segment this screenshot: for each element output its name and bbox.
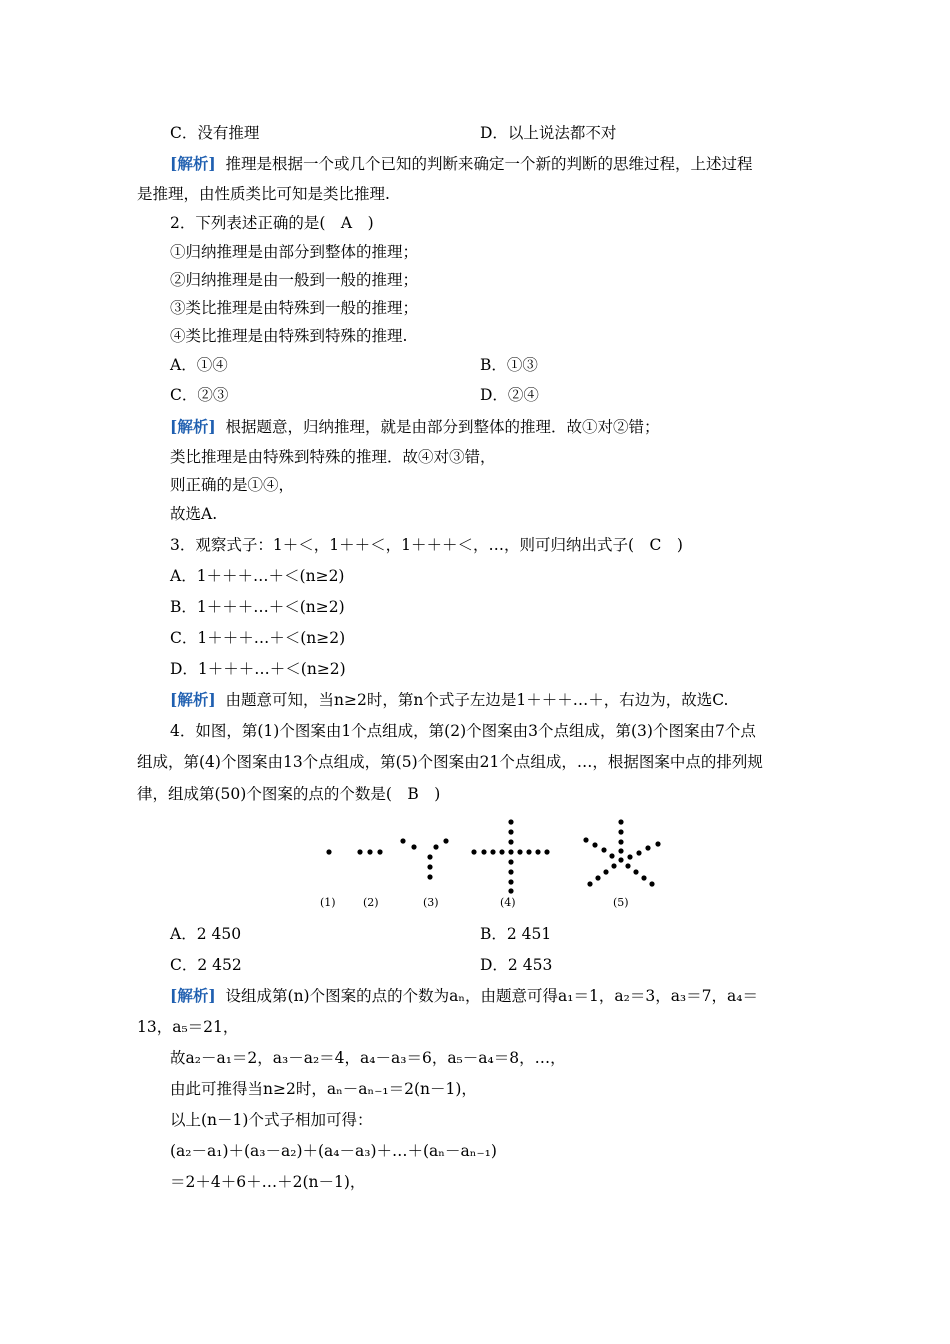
dot (526, 849, 531, 854)
dot (625, 863, 630, 868)
q4-analysis-line-5: 以上(n－1)个式子相加可得： (170, 1111, 373, 1129)
q4-analysis-line-4: 由此可推得当n≥2时，aₙ－aₙ₋₁＝2(n－1)， (170, 1080, 477, 1098)
dot (427, 854, 432, 859)
figure-label-3: (3) (423, 896, 439, 909)
dot (508, 859, 513, 864)
q4-option-d: D．2 453 (480, 956, 553, 974)
dot (603, 869, 608, 874)
dot (655, 841, 660, 846)
dot (481, 849, 486, 854)
dot (636, 850, 641, 855)
dot (367, 849, 372, 854)
dot (544, 849, 549, 854)
dot (433, 844, 438, 849)
q2-stem: 2．下列表述正确的是( A ) (170, 214, 374, 232)
dot (411, 844, 416, 849)
q4-stem-line-1: 4．如图，第(1)个图案由1个点组成，第(2)个图案由3个点组成，第(3)个图案由7个点 (170, 722, 756, 740)
figure-label-2: (2) (363, 896, 379, 909)
dot (377, 849, 382, 854)
dot (595, 875, 600, 880)
dot (609, 853, 614, 858)
analysis-tag: [解析] (170, 417, 216, 436)
dot (649, 881, 654, 886)
dot (508, 819, 513, 824)
q1-analysis-line-1: [解析] 推理是根据一个或几个已知的判断来确定一个新的判断的思维过程，上述过程 (170, 154, 753, 173)
dot (508, 849, 513, 854)
dot (601, 847, 606, 852)
q1-option-c: C．没有推理 (170, 124, 260, 142)
dot (517, 849, 522, 854)
dot (508, 829, 513, 834)
q4-analysis-line-7: ＝2＋4＋6＋…＋2(n－1)， (170, 1173, 366, 1191)
q3-option-c: C．1＋＋＋…＋＜(n≥2) (170, 629, 346, 647)
q4-analysis-line-1: [解析] 设组成第(n)个图案的点的个数为aₙ，由题意可得a₁＝1，a₂＝3，a₃＝7，a₄＝ (170, 986, 758, 1005)
analysis-tag: [解析] (170, 154, 216, 173)
analysis-tag: [解析] (170, 986, 216, 1005)
q4-analysis-line-3: 故a₂－a₁＝2，a₃－a₂＝4，a₄－a₃＝6，a₅－a₄＝8，…， (170, 1049, 566, 1067)
dot (508, 839, 513, 844)
q1-analysis-line-2: 是推理，由性质类比可知是类比推理. (137, 185, 390, 203)
dot-pattern-figure (300, 810, 680, 920)
q3-option-a: A．1＋＋＋…＋＜(n≥2) (170, 567, 345, 585)
q1-option-d: D．以上说法都不对 (480, 124, 617, 142)
q2-analysis-line-3: 则正确的是①④， (170, 476, 295, 494)
dot (592, 842, 597, 847)
dot (471, 849, 476, 854)
analysis-tag: [解析] (170, 690, 216, 709)
q4-analysis-line-6: (a₂－a₁)＋(a₃－a₂)＋(a₄－a₃)＋…＋(aₙ－aₙ₋₁) (170, 1142, 497, 1160)
q2-statement-1: ①归纳推理是由部分到整体的推理； (170, 243, 419, 261)
dot (443, 838, 448, 843)
q4-option-c: C．2 452 (170, 956, 242, 974)
q2-option-a: A．①④ (170, 356, 228, 374)
dot (633, 869, 638, 874)
q4-analysis-line-2: 13，a₅＝21， (137, 1018, 239, 1036)
dot (400, 838, 405, 843)
q3-option-b: B．1＋＋＋…＋＜(n≥2) (170, 598, 345, 616)
figure-label-1: (1) (320, 896, 336, 909)
dot (587, 881, 592, 886)
q4-stem-line-3: 律，组成第(50)个图案的点的个数是( B ) (137, 785, 441, 803)
q3-stem: 3．观察式子：1＋＜，1＋＋＜，1＋＋＋＜，…，则可归纳出式子( C ) (170, 536, 683, 554)
dot (508, 879, 513, 884)
q2-statement-2: ②归纳推理是由一般到一般的推理； (170, 271, 419, 289)
q2-analysis-line-2: 类比推理是由特殊到特殊的推理．故④对③错， (170, 448, 496, 466)
dot (508, 888, 513, 893)
dot (618, 839, 623, 844)
dot (618, 848, 623, 853)
q2-analysis-line-1: [解析] 根据题意，归纳推理，就是由部分到整体的推理．故①对②错； (170, 417, 660, 436)
q3-option-d: D．1＋＋＋…＋＜(n≥2) (170, 660, 346, 678)
figure-label-5: (5) (613, 896, 629, 909)
q2-analysis-line-4: 故选A. (170, 505, 218, 523)
dot (583, 837, 588, 842)
q2-option-d: D．②④ (480, 386, 539, 404)
dot (499, 849, 504, 854)
dot (645, 845, 650, 850)
q4-option-a: A．2 450 (170, 925, 242, 943)
dot (326, 849, 331, 854)
q3-analysis: [解析] 由题意可知，当n≥2时，第n个式子左边是1＋＋＋…＋，右边为，故选C. (170, 690, 729, 709)
q2-statement-3: ③类比推理是由特殊到一般的推理； (170, 299, 419, 317)
q2-option-b: B．①③ (480, 356, 538, 374)
q4-stem-line-2: 组成，第(4)个图案由13个点组成，第(5)个图案由21个点组成，…，根据图案中点的排列规 (137, 753, 763, 771)
q4-option-b: B．2 451 (480, 925, 552, 943)
dot (357, 849, 362, 854)
dot (618, 829, 623, 834)
dot (427, 864, 432, 869)
dot (627, 854, 632, 859)
dot (618, 857, 623, 862)
figure-label-4: (4) (500, 896, 516, 909)
q2-option-c: C．②③ (170, 386, 229, 404)
dot (490, 849, 495, 854)
dot (508, 869, 513, 874)
dot (611, 863, 616, 868)
dot (427, 874, 432, 879)
q2-statement-4: ④类比推理是由特殊到特殊的推理. (170, 327, 408, 345)
dot (641, 875, 646, 880)
dot (618, 819, 623, 824)
dot (535, 849, 540, 854)
